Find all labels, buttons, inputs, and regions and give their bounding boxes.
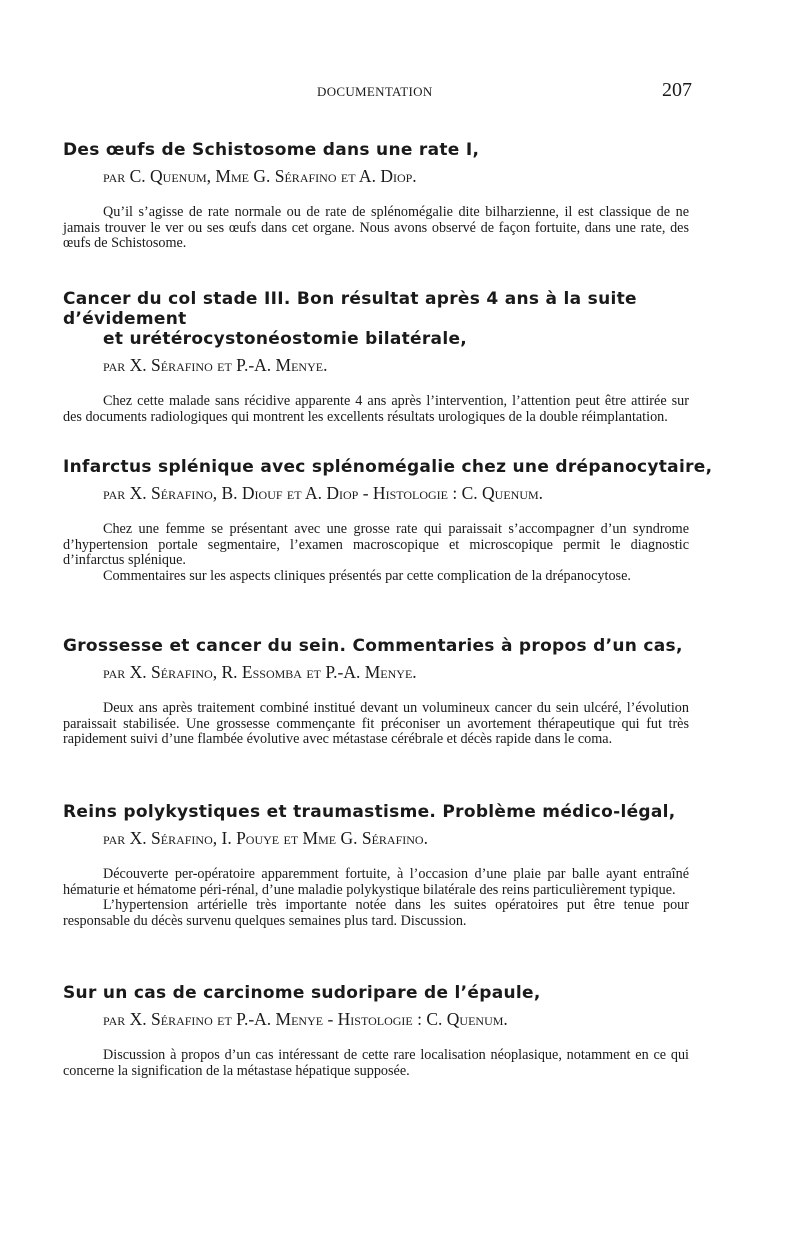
abstract-paragraph: Chez cette malade sans récidive apparente 4 ans après l’intervention, l’attention peut être attirée sur des documents radiologiques qui montrent les excellents résultats urologiques de la double réimplantation.	[63, 393, 689, 425]
article-authors: par X. Sérafino et P.-A. Menye - Histologie : C. Quenum.	[103, 1009, 508, 1029]
article-entry	[0, 636, 800, 748]
article-entry	[0, 457, 800, 584]
article-title	[0, 289, 713, 349]
article-authors: par X. Sérafino, R. Essomba et P.-A. Menye.	[103, 662, 417, 682]
article-entry	[0, 802, 800, 929]
abstract-paragraph: Deux ans après traitement combiné institué devant un volumineux cancer du sein ulcéré, l’évolution paraissait stabilisée. Une grossesse commençante fit préconiser un avortement thérapeutique qui fut très rapidement suivi d’une flambée évolutive avec métastase cérébrale et décès rapide dans le coma.	[63, 700, 689, 747]
abstract-paragraph: L’hypertension artérielle très importante notée dans les suites opératoires put être tenue pour responsable du décès survenu quelques semaines plus tard. Discussion.	[63, 897, 689, 929]
running-header	[0, 79, 800, 104]
article-entry	[0, 289, 800, 425]
article-title: Infarctus splénique avec splénomégalie chez une drépanocytaire,	[63, 457, 713, 477]
article-entry	[0, 140, 800, 252]
page-number: 207	[662, 79, 692, 101]
abstract-paragraph: Commentaires sur les aspects cliniques présentés par cette complication de la drépanocytose.	[103, 567, 631, 584]
article-authors: par X. Sérafino, I. Pouye et Mme G. Sérafino.	[103, 828, 428, 848]
article-title: Grossesse et cancer du sein. Commentaries à propos d’un cas,	[63, 636, 683, 656]
article-title: Sur un cas de carcinome sudoripare de l’épaule,	[63, 983, 541, 1003]
abstract-paragraph: Découverte per-opératoire apparemment fortuite, à l’occasion d’une plaie par balle ayant entraîné hématurie et hématome péri-rénal, d’une maladie polykystique bilatérale des reins particulièrement typique.	[63, 866, 689, 898]
abstract-paragraph: Discussion à propos d’un cas intéressant de cette rare localisation néoplasique, notamment en ce qui concerne la signification de la métastase hépatique supposée.	[63, 1047, 689, 1079]
abstract-paragraph: Qu’il s’agisse de rate normale ou de rate de splénomégalie dite bilharzienne, il est classique de ne jamais trouver le ver ou ses œufs dans cet organe. Nous avons observé de façon fortuite, dans une rate, des œufs de Schistosome.	[63, 204, 689, 251]
abstract-paragraph: Chez une femme se présentant avec une grosse rate qui paraissait s’accompagner d’un syndrome d’hypertension portale segmentaire, l’examen macroscopique et microscopique permit le diagnostic d’infarctus splénique.	[63, 521, 689, 568]
article-entry	[0, 983, 800, 1079]
article-authors: par X. Sérafino et P.-A. Menye.	[103, 355, 328, 375]
article-title: Des œufs de Schistosome dans une rate I,	[63, 140, 480, 160]
article-title: Reins polykystiques et traumastisme. Problème médico-légal,	[63, 802, 676, 822]
article-title-line: Cancer du col stade III. Bon résultat après 4 ans à la suite d’évidement	[63, 289, 637, 329]
article-authors: par C. Quenum, Mme G. Sérafino et A. Diop.	[103, 166, 417, 186]
article-authors: par X. Sérafino, B. Diouf et A. Diop - Histologie : C. Quenum.	[103, 483, 544, 503]
running-title: DOCUMENTATION	[317, 84, 433, 99]
article-title-line: et urétérocystonéostomie bilatérale,	[103, 329, 468, 349]
